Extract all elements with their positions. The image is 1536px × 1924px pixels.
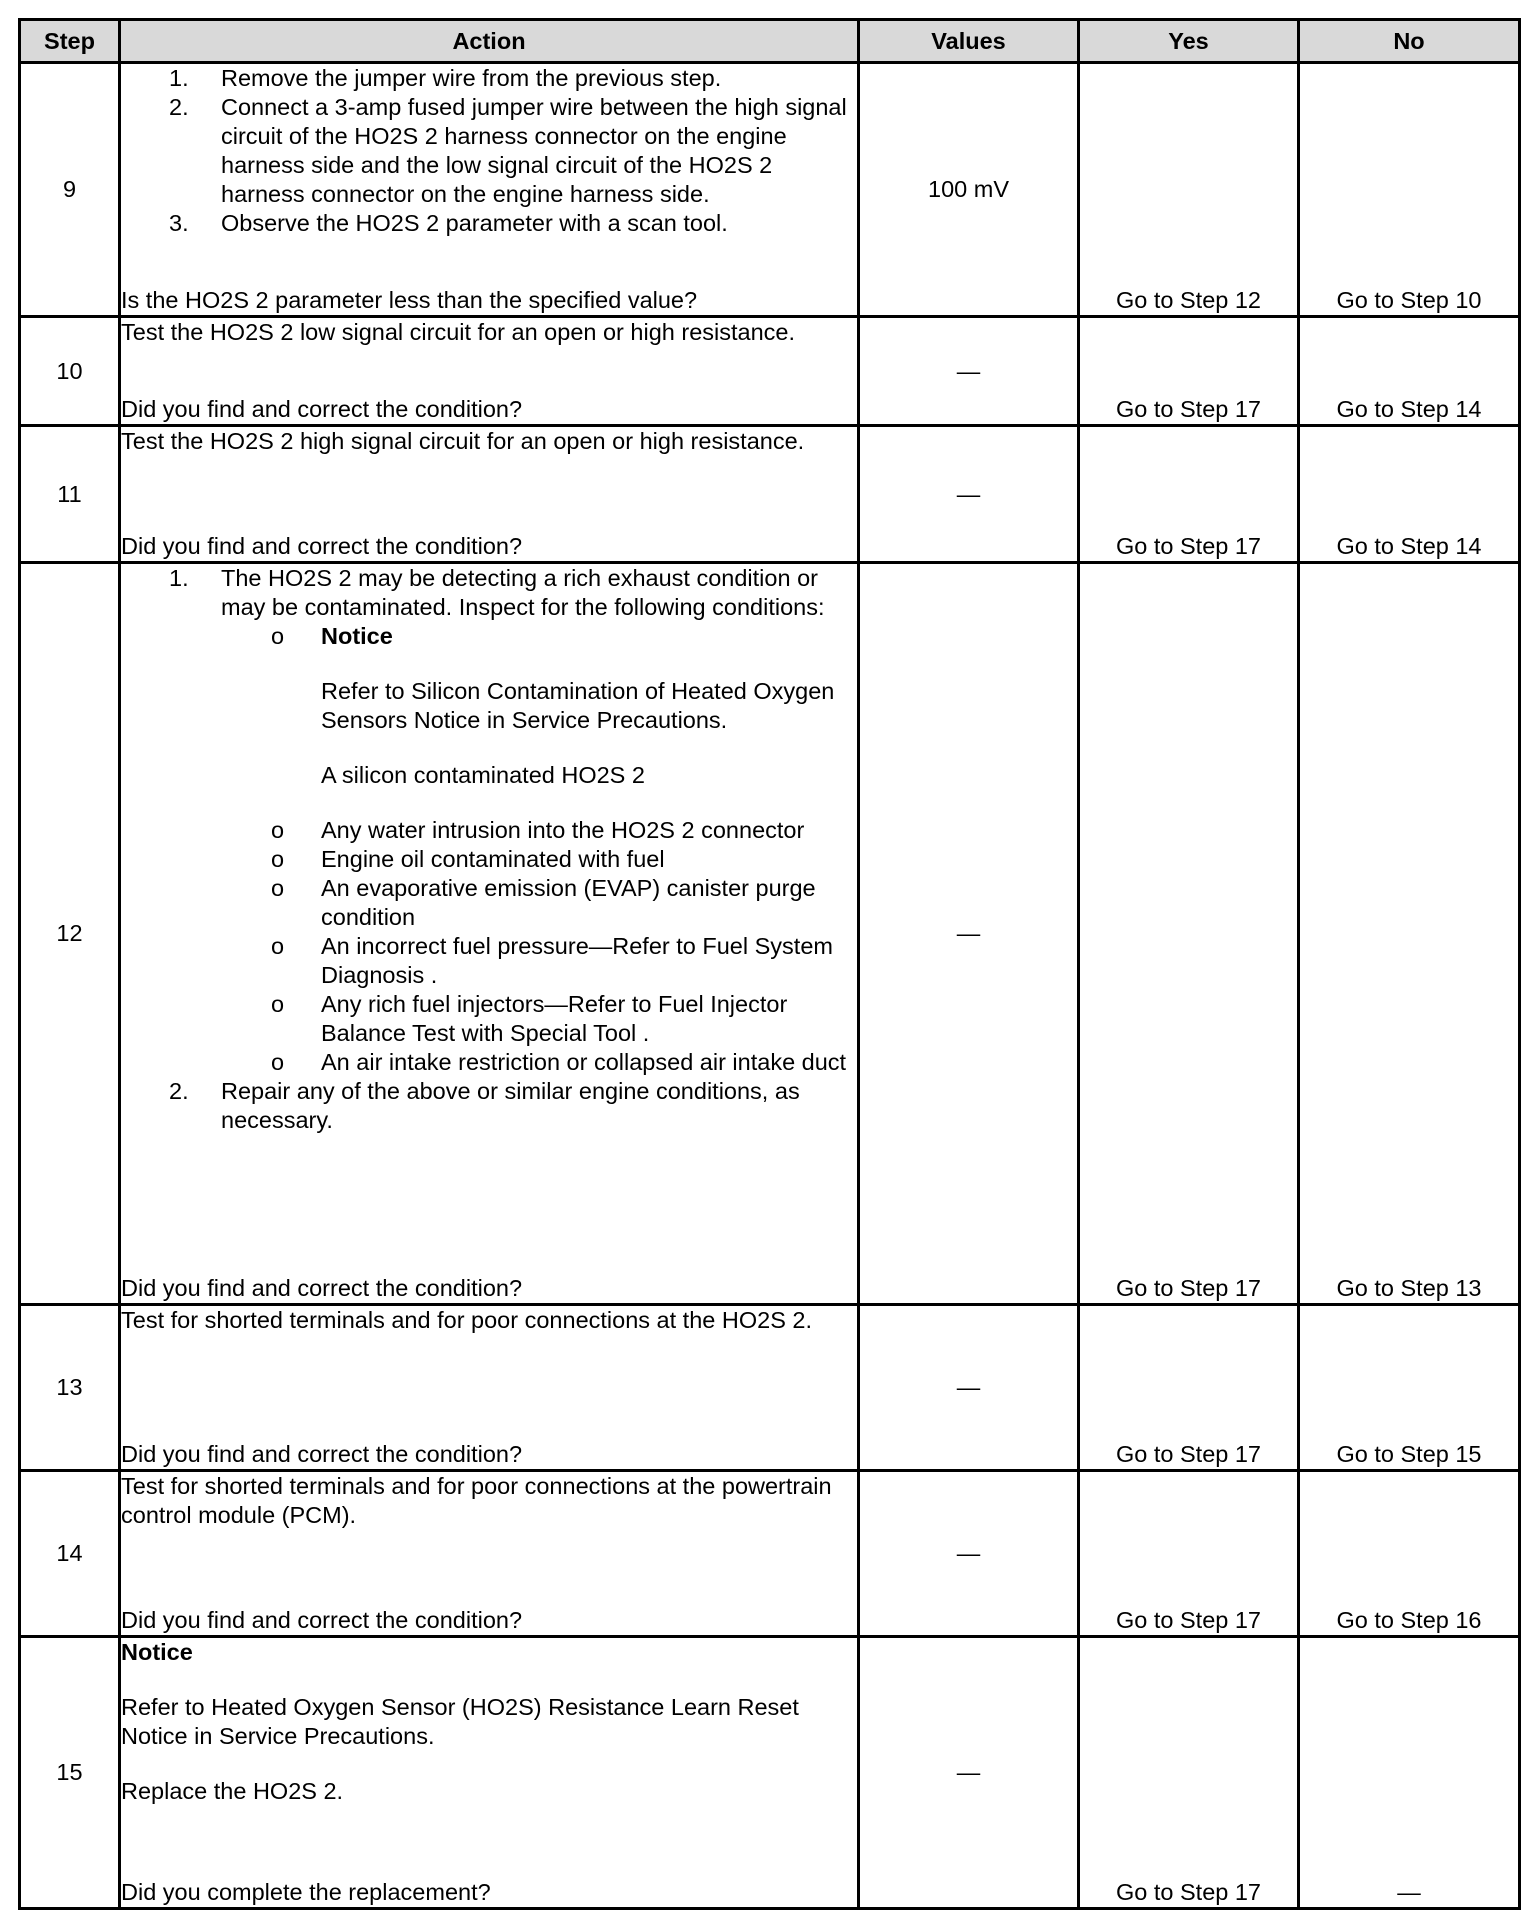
yes-cell: Go to Step 17 [1079, 1637, 1299, 1909]
list-text: Connect a 3-amp fused jumper wire between the high signal circuit of the HO2S 2 harness connector on the engine harness side and the low signal circuit of the HO2S 2 harness connector on the engine harness side. [221, 94, 847, 207]
list-text: Observe the HO2S 2 parameter with a scan tool. [221, 210, 728, 236]
no-cell: Go to Step 10 [1299, 63, 1520, 317]
notice-text: Refer to Silicon Contamination of Heated Oxygen Sensors Notice in Service Precautions. [321, 678, 835, 733]
list-number: 3. [169, 210, 189, 236]
condition-text: An incorrect fuel pressure—Refer to Fuel System Diagnosis . [321, 933, 833, 988]
condition-text: Any water intrusion into the HO2S 2 connector [321, 817, 805, 843]
question: Did you complete the replacement? [121, 1879, 491, 1905]
table-row [20, 563, 1520, 1305]
action-cell [120, 317, 859, 426]
value-cell: 100 mV [859, 63, 1079, 317]
list-number: 2. [169, 94, 189, 120]
yes-cell: Go to Step 17 [1079, 1305, 1299, 1471]
header-no: No [1299, 20, 1520, 63]
action-cell [120, 1637, 859, 1909]
table-row [20, 1305, 1520, 1471]
step-number: 10 [20, 317, 120, 426]
step-list [121, 564, 857, 1135]
notice-title: Notice [121, 1639, 193, 1665]
list-text: The HO2S 2 may be detecting a rich exhaust condition or may be contaminated. Inspect for the following conditions: [221, 565, 825, 620]
question: Did you find and correct the condition? [121, 1441, 523, 1467]
bullet-icon: o [271, 991, 285, 1017]
no-cell: Go to Step 15 [1299, 1305, 1520, 1471]
bullet-icon: o [271, 1049, 285, 1075]
header-yes: Yes [1079, 20, 1299, 63]
action-text: Test the HO2S 2 low signal circuit for an open or high resistance. [121, 319, 796, 345]
value-cell: — [859, 1637, 1079, 1909]
question: Did you find and correct the condition? [121, 1607, 523, 1633]
bullet-icon: o [271, 623, 285, 649]
question: Did you find and correct the condition? [121, 1275, 523, 1301]
action-cell [120, 563, 859, 1305]
condition-text: An air intake restriction or collapsed air intake duct [321, 1049, 847, 1075]
table-row [20, 1471, 1520, 1637]
step-number: 13 [20, 1305, 120, 1471]
yes-cell: Go to Step 17 [1079, 563, 1299, 1305]
list-item [121, 64, 857, 93]
list-number: 2. [169, 1078, 189, 1104]
notice-item: A silicon contaminated HO2S 2 [321, 762, 645, 788]
bullet-icon: o [271, 817, 285, 843]
header-step: Step [20, 20, 120, 63]
step-number: 15 [20, 1637, 120, 1909]
value-cell: — [859, 317, 1079, 426]
yes-cell: Go to Step 17 [1079, 317, 1299, 426]
action-cell [120, 426, 859, 563]
table-row [20, 1637, 1520, 1909]
value-cell: — [859, 563, 1079, 1305]
action-cell [120, 1305, 859, 1471]
bullet-icon: o [271, 933, 285, 959]
notice-title: Notice [321, 623, 393, 649]
step-number: 12 [20, 563, 120, 1305]
step-number: 11 [20, 426, 120, 563]
header-values: Values [859, 20, 1079, 63]
yes-cell: Go to Step 12 [1079, 63, 1299, 317]
list-item [121, 932, 857, 990]
table-row [20, 317, 1520, 426]
list-number: 1. [169, 565, 189, 591]
bullet-icon: o [271, 846, 285, 872]
list-item [121, 845, 857, 874]
list-item [121, 990, 857, 1048]
table-row [20, 426, 1520, 563]
question: Is the HO2S 2 parameter less than the specified value? [121, 287, 698, 313]
no-cell: Go to Step 13 [1299, 563, 1520, 1305]
step-number: 9 [20, 63, 120, 317]
action-text: Test for shorted terminals and for poor connections at the HO2S 2. [121, 1307, 813, 1333]
condition-text: Any rich fuel injectors—Refer to Fuel Injector Balance Test with Special Tool . [321, 991, 788, 1046]
value-cell: — [859, 1305, 1079, 1471]
action-text: Test for shorted terminals and for poor connections at the powertrain control module (PCM). [121, 1473, 832, 1528]
step-number: 14 [20, 1471, 120, 1637]
list-item [121, 622, 857, 816]
header-row [20, 20, 1520, 63]
condition-text: An evaporative emission (EVAP) canister purge condition [321, 875, 816, 930]
yes-cell: Go to Step 17 [1079, 426, 1299, 563]
list-item [121, 1048, 857, 1077]
condition-list [221, 622, 857, 1077]
notice-text: Refer to Heated Oxygen Sensor (HO2S) Resistance Learn Reset Notice in Service Precautions. [121, 1694, 799, 1749]
action-text: Replace the HO2S 2. [121, 1778, 344, 1804]
condition-text: Engine oil contaminated with fuel [321, 846, 665, 872]
list-item [121, 816, 857, 845]
value-cell: — [859, 426, 1079, 563]
action-text: Test the HO2S 2 high signal circuit for an open or high resistance. [121, 428, 805, 454]
list-item [121, 1077, 857, 1135]
action-cell [120, 63, 859, 317]
yes-cell: Go to Step 17 [1079, 1471, 1299, 1637]
no-cell: Go to Step 14 [1299, 426, 1520, 563]
header-action: Action [120, 20, 859, 63]
list-text: Repair any of the above or similar engine conditions, as necessary. [221, 1078, 800, 1133]
list-item [121, 874, 857, 932]
list-item [121, 564, 857, 1077]
value-cell: — [859, 1471, 1079, 1637]
no-cell: Go to Step 16 [1299, 1471, 1520, 1637]
question: Did you find and correct the condition? [121, 396, 523, 422]
action-cell [120, 1471, 859, 1637]
list-item [121, 93, 857, 209]
list-item [121, 209, 857, 238]
no-cell: Go to Step 14 [1299, 317, 1520, 426]
diagnostic-table [18, 18, 1521, 1910]
question: Did you find and correct the condition? [121, 533, 523, 559]
table-row [20, 63, 1520, 317]
list-number: 1. [169, 65, 189, 91]
step-list [121, 64, 857, 238]
list-text: Remove the jumper wire from the previous step. [221, 65, 722, 91]
no-cell: — [1299, 1637, 1520, 1909]
bullet-icon: o [271, 875, 285, 901]
